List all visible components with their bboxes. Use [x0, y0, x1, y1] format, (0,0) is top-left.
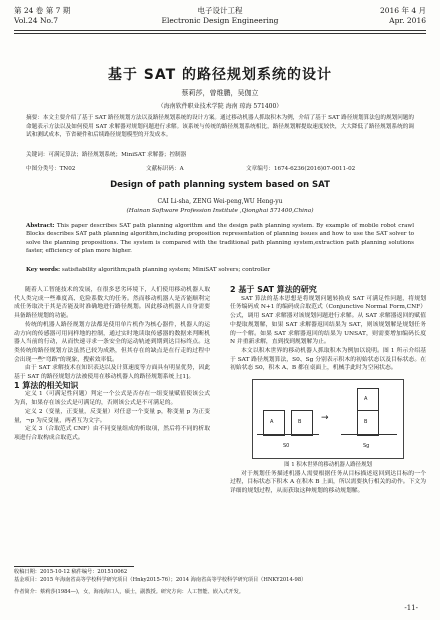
keywords-english [26, 266, 414, 274]
footnote-fund: 基金项目：2015 年海南省高等学校科学研究项目（Hnky2015-76）；2014 海南省高等学校科学研究项目（HNKY2014-98） [14, 577, 307, 583]
definition-1: 定义 1（可满足性问题）判定一个公式是否存在一组变量赋值使该公式为真，如果存在该公式是可满足的，否则该公式是不可满足的。 [14, 391, 210, 407]
figure-1-blocks-world [252, 379, 404, 459]
page-number: -11- [404, 604, 418, 612]
block-b-initial-label: B [298, 419, 302, 426]
abstract-chinese: 摘要：本文主要介绍了基于 SAT 路径规划方法以及路径规划系统的设计方案。通过移动机器人抓取积木为例，介绍了基于 SAT 路径规划算法包的规划问题的命题表示方法以及如何使用 SAT 求解器对规划问题进行求解。该系统与传统的路径规划系统相比，路径规划解提取速度较快，大大降低了路径规划系统的调试和测试成本，节省硬件和后续路径规划模型的开发成本。 [26, 115, 414, 139]
transition-arrow-icon: → [321, 413, 329, 424]
paper-title: 基于 SAT 的路径规划系统的设计 [107, 67, 333, 83]
block-a-initial [263, 410, 285, 436]
table-surface-goal [341, 434, 397, 435]
state-s0-label: S0 [283, 443, 290, 450]
block-b-goal [357, 410, 379, 436]
footnote-received: 收稿日期：2015-10-12 稿件编号：201510062 [14, 569, 128, 575]
definition-3: 定义 3（合取范式 CNF）由不同变量组成的析取项，然后将不同的析取项进行合取构成合取范式。 [14, 426, 210, 441]
article-number: 文章编号：1674-6236(2016)07-0011-02 [246, 166, 356, 172]
classification-number: 中图分类号：TN02 [26, 166, 76, 172]
paper-title-english: Design of path planning system based on SAT [110, 180, 330, 190]
block-a-goal [357, 388, 379, 412]
section-heading-1: 1 算法的相关知识 [14, 380, 79, 390]
header-journal-name: 电子设计工程 Electronic Design Engineering [161, 6, 279, 25]
block-b-goal-label: B [364, 419, 368, 426]
body-paragraph: 由于 SAT 求解技术在知识表达以及计算速度等方面具有明显优势，因此基于 SAT 的路径规划方法被使用在移动机器人的路径规划系统上[1]。 [14, 365, 210, 381]
definition-2: 定义 2（变量，正变量，反变量）对任意一个变量 p，称变量 p 为正变量，¬p 为反变量，两者互为文字。 [14, 408, 210, 424]
header-rule-thin [14, 33, 426, 34]
paper-affiliation-english: (Hainan Software Profession Institute ,Qionghai 571400,China) [126, 208, 314, 214]
footnote-rule [14, 566, 134, 567]
block-a-goal-label: A [364, 396, 368, 403]
body-left-column [14, 286, 210, 443]
body-paragraph: 传统的机器人路径规划方法都是使用单片机作为核心器件，机器人的运动方向的传感器可用同样地的控制，通过实时地读取传感器的数据来判断机器人当前的行动，从而快速寻求一条安全的运动轨迹到期到达目标终点。这类传统的路径规划方法虽然已较为成熟，但其存在的缺点是在行走的过程中会出现一些"弯路"的现象，搜索效率低。 [14, 321, 210, 363]
classification-line [26, 164, 414, 173]
state-sg-label: Sg [363, 443, 370, 450]
body-right-column [230, 286, 426, 496]
keywords-chinese: 关键词：可满足算法；路径规划系统；MiniSAT 求解器；控制器 [26, 152, 187, 158]
keywords-english-label: Key words: [26, 267, 61, 273]
body-paragraph: SAT 算法的基本思想是将规划问题转换成 SAT 可满足性问题，将规划任务编码成 N+1 的编码成合取范式（Conjunctive Normal Form,CNF）公式，调用 SAT 求解器对该规划问题进行求解。从 SAT 求解器返回的赋值中提取规划解，如果 SAT 求解器返回结果为 SAT，则该规划解是规划任务的一个解。如果 SAT 求解器返回的结果为 UNSAT，则需要增加编码长度 N 并重新求解，直到找到规划解为止。 [230, 295, 426, 346]
abstract-english [26, 222, 414, 256]
table-surface-initial [257, 434, 319, 435]
paper-affiliation: （海南软件职业技术学院 海南 琼海 571400） [157, 103, 283, 110]
keywords-english-text: satisfiability algorithm;path planning system; MiniSAT solvers; controller [61, 267, 271, 273]
running-header [14, 6, 426, 32]
figure-1-caption: 图 1 积木世界的移动机器人路径规划 [284, 462, 372, 469]
abstract-english-text: This paper describes SAT path planning algorithm and the design path planning system. By example of mobile robot crawl Blocks describes SAT path planning algorithm,including proposition representation of planning issues and how to use the SAT solver to solve the planning propositions. The system is compared with the traditional path planning system,extraction path planning solutions faster, efficiency of plan more higher. [26, 223, 414, 255]
document-code: 文献标识码：A [146, 166, 184, 172]
header-rule [14, 30, 426, 31]
body-paragraph: 对于规划任务描述机器人需要根据任务从目标描述返回到达目标的一个过程，目标状态下积木 A 在积木 B 上面，所以需要执行相关的动作。下文为详细的规划过程，从而获取这种规划的移动规划解。 [230, 470, 426, 495]
block-a-initial-label: A [270, 419, 274, 426]
body-paragraph: 本文以积木世界的移动机器人抓取积木为例加以说明。图 1 所示介绍基于 SAT 路径规划算法，S0、Sg 分别表示积木的初始状态以及目标状态。在初始状态 S0，积木 A、B 都在桌面上，机械手此时为空闲状态。 [230, 347, 426, 372]
header-volume-issue: 第 24 卷 第 7 期 Vol.24 No.7 [14, 6, 71, 25]
paper-authors-english: CAI Li-sha, ZENG Wei-peng,WU Heng-yu [157, 198, 283, 205]
body-paragraph: 随着人工智能技术的发展，在很多恶劣环境下，人们使用移动机器人取代人类完成一些难度高、危险系数大的任务。然而移动机器人是否能顺利完成任务取决于其是否能及时准确地进行路径规划。因此移动机器人自身需要具备路径规划的功能。 [14, 287, 210, 320]
block-b-initial [291, 410, 313, 436]
paper-authors: 蔡莉莎，曾维鹏，吴伽立 [181, 89, 259, 97]
section-heading-2: 2 基于 SAT 算法的研究 [230, 285, 317, 294]
footnote-author-bio: 作者简介：蔡莉莎(1984—)，女，海南海口人，硕士，副教授。研究方向：人工智能、嵌入式开发。 [14, 589, 244, 595]
header-date: 2016 年 4 月 Apr. 2016 [379, 6, 426, 25]
abstract-english-label: Abstract: [26, 223, 55, 229]
